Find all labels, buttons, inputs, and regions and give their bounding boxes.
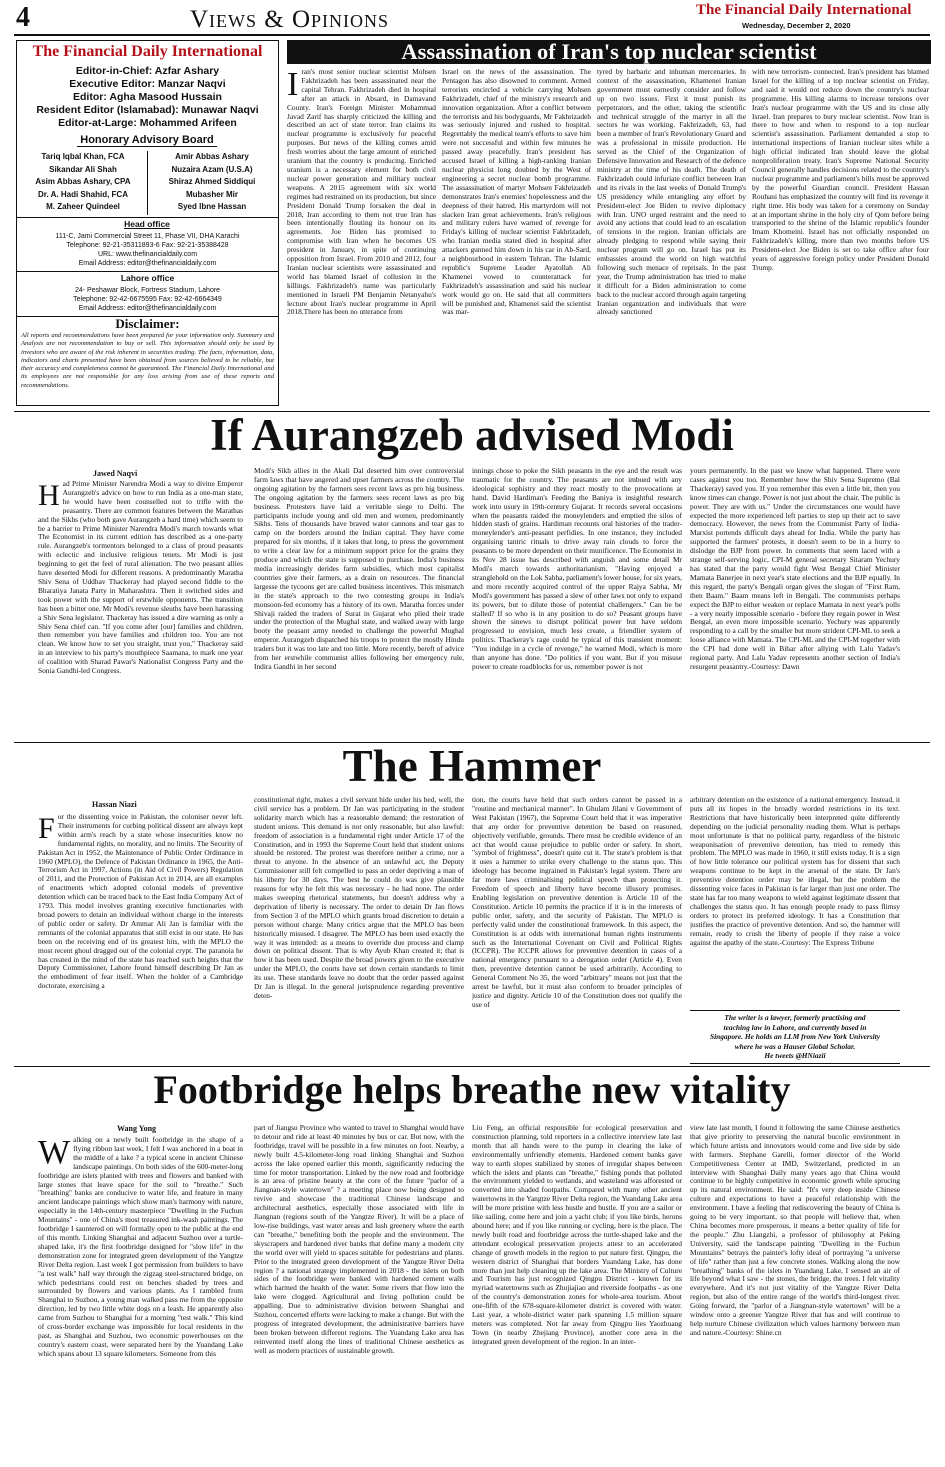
disclaimer-title: Disclaimer: <box>115 316 180 331</box>
article1-column <box>597 68 746 408</box>
lahore-office-address <box>17 286 278 313</box>
address-line: Telephone: 92-42-6675595 Fax: 92-42-6664349 <box>73 296 222 303</box>
advisor-name: Dr. A. Hadi Shahid, FCA <box>38 189 128 199</box>
advisor-name: Nuzaira Azam (U.S.A) <box>171 164 253 174</box>
article1-text: with new terrorism- connected. Iran's president has blamed Israel for the killing of a top nuclear scientist on Friday, and said it would not reduce down the country's nuclear programme. His killing alarms to increase tensions over Iran's nuclear programme with the US and its close ally Israel. Iran prepares to bury nuclear scientist. Now Iran is there to how and when to respond to a top nuclear scientist's assassination. Parliament demanded a stop to international inspections of Iranian nuclear sites while a high official indicated Iran should leave the global nonproliferation treaty. Iran's Supreme National Security Council generally handles decisions related to the country's nuclear programme and parliament's bills must be approved by the powerful Guardian council. President Hassan Rouhani has emphasized the country will find its revenge it right time. His body was taken for a ceremony on Sunday at an important shrine in the holy city of Qom before being transported to the shrine of the Islamic republic's founder Imam Khomeini. Israel has not officially responded on Fakhrizadeh's killing, more than two months before US President-elect Joe Biden is set to take office after four years of aggressive foreign policy under President Donald Trump. <box>752 68 929 272</box>
staff-line: Editor: Agha Masood Hussain <box>73 91 222 103</box>
drop-cap: F <box>38 813 55 845</box>
section-title: Views & Opinions <box>190 6 390 33</box>
article1-text: tyred by barbaric and inhuman mercenaries. In context of the assassination, Khamenei Iranian government must earnestly consider and follow up on two issues. First it must punish its perpetrators, and the other, taking the scientific and technical struggle of the martyr in all the sectors he was working. Fakhrizadeh, 63, had been a member of Iran's Revolutionary Guard and was a professional in missile production. He served as the Chief of the Organization of Defensive Innovation and Research of the defence ministry at the time of his death. The death of Fakhrizadeh could infuriate conflict between Iran and its rivals in the last weeks of Donald Trump's US presidency while entangling any effort by President-elect Joe Biden to revive diplomacy with Iran. UNO urged restraint and the need to avoid any actions that could lead to an escalation of tensions in the region. Iranian officials are already pledging to respond while saying their nuclear program will go on. Israel has put its embassies around the world on high watchful following such menace of reprisals. In the past year, the Trump administration has tried to make it difficult for a Biden administration to come back to the nuclear accord through again targeting Iranian organization and individuals that were already sanctioned <box>597 68 746 317</box>
article2-text: yours permanently. In the past we know what happened. There were cases against you too. Remember how the Shiv Sena Supremo (Bal Thackeray) saved you. If you remember this even a little bit, then you know times can change. Power is not just about the chair. The public is power. They are with us." Under the circumstances one would have expected the more experienced left parties to step up their act to save democracy. However, the news from the Communist Party of India-Marxist portends difficult days ahead for India. While the party has supported the farmers' protests, it doesn't seem to be in a hurry to dislodge the BJP from power. In comments that seem laced with a strange self-serving logic, CPI-M general secretary Sitaram Yechury has stated that the party would fight West Bengal Chief Minister Mamata Banerjee in next year's state elections and the BJP equally. In this regard, the party's Bengali organ gives the slogan of "First Ram, then Baam." Baam means left in Bengali. The communists perhaps expect the BJP to either weaken or replace Mamata in next year's polls - a very nearly impossible scenario - before they regain power in West Bengal, an even more impossible scenario. Yechury was apparently responding to a call by the smaller but more strident CPI-ML to seek a loose alliance with Mamata. The CPI-ML and the CPI-M together with the CPI had done well in Bihar after allying with Lalu Yadav's regional party. And Lalu Yadav represents another section of India's resurgent peasantry.-Courtesy: Dawn <box>690 467 900 671</box>
page-number: 4 <box>16 2 30 33</box>
article3-text: arbitrary detention on the existence of a national emergency. Instead, it puts all its hopes in the broadly worded restrictions in its text. Restrictions that have historically been interpreted quite differently depending on the judicial personality reading them. What is perhaps most unfortunate is that no political party, regardless of the historic weaponisation of preventive detention, has tried to remedy this problem. The MPLO was made in 1960, it still exists today. It is a sign of how little tolerance our political system has for dissent that such weapons continue to be kept in the arsenal of the state. Dr Jan's preventive detention order may be illegal, but the problem the dissenting voice faces in Pakistan is far larger than just one order. The state has far too many weapons to wield against legitimate dissent that challenges the status quo. It has enough people ready to pass flimsy orders to protect its preferred ideology. It has a Constitution that justifies the practice of preventive detention. And so, the hammer will remain, ready to crush the liberty of people if they raise a voice against the apathy of the state.-Courtesy: The Express Tribune <box>690 796 900 947</box>
address-line: 111-C, Jami Commercial Street 11, Phase VII, DHA Karachi <box>55 233 240 240</box>
article3-column <box>38 813 243 1063</box>
bio-line: He tweets @HNiazii <box>764 1051 826 1060</box>
advisor-name: Asim Abbas Ashary, CPA <box>35 177 131 187</box>
header-date: Wednesday, December 2, 2020 <box>742 21 851 30</box>
article1-column <box>442 68 591 408</box>
advisory-title: Honorary Advisory Board <box>77 134 217 147</box>
masthead-staff <box>17 65 278 130</box>
article1-column <box>287 68 436 408</box>
bio-line: teaching law in Lahore, and currently based in <box>723 1022 867 1032</box>
article2-column <box>254 467 464 740</box>
article1-title-bar <box>287 40 931 64</box>
masthead-paper-name: The Financial Daily International <box>32 43 263 60</box>
bio-line: Singapore. He holds an LLM from New York University <box>709 1032 881 1041</box>
advisor-name: Sikandar Ali Shah <box>49 164 117 174</box>
article1-column <box>752 68 929 408</box>
article3-byline: Hassan Niazi <box>92 800 137 809</box>
bio-line: The writer is a lawyer, formerly practising and <box>724 1013 866 1022</box>
article4-column <box>472 1124 682 1462</box>
article4-column <box>254 1124 464 1462</box>
advisory-right <box>148 151 276 214</box>
article3-column <box>472 796 682 1063</box>
article1-title: Assassination of Iran's top nuclear scientist <box>401 39 817 64</box>
article4-text: alking on a newly built footbridge in the shape of a flying ribbon last week, I felt I was anchored in a boat in the middle of a lake ? a typical scene in ancient Chinese landscape paintings. On both sides of the 600-meter-long footbridge are islets planted with trees and flowers and banked with large stones that leave space for the soil to "breathe." Such "breathing" banks are conducive to water life, and feature in many ancient landscape paintings which show man's harmony with nature, especially in the 14th-century masterpiece "Dwelling in the Fuchun Mountains" - one of China's most treasured ink-wash paintings. The footbridge I sauntered on will formally open to the public at the end of this month. Linking Shanghai and adjacent Suzhou over a turtle-shaped lake, it's the first footbridge designed for "slow life" in the demonstration zone for integrated green development of the Yangtze River Delta region. Last week I got permission from builders to have "a test walk" half way through the zigzag steel-structured bridge, on which pedestrians could rest on benches shaded by trees and surrounded by flowers and various plants. As I rambled from Shanghai to Suzhou, a young man walked pass me from the opposite direction, led by two little white dogs on a leash. He apparently also came from Suzhou to Shanghai for a morning "test walk." This kind of cross-border exchange was impossible for local residents in the past, as Shanghai and Suzhou, two economic powerhouses on the country's eastern coast, were separated here by the Yuandang Lake which spans about 13 square kilometers. Someone from this <box>38 1136 243 1358</box>
advisor-name: M. Zaheer Quindeel <box>46 202 120 212</box>
lahore-office-title: Lahore office <box>120 273 175 283</box>
article3-text: tion, the courts have held that such orders cannot be passed in a "routine and mechanical manner". In Ghulam Jilani v Government of West Pakistan (1967), the Supreme Court held that it was imperative that any order for preventive detention be based on reasoned, objectively verifiable, grounds. There must be credible evidence of an act that would cause prejudice to public order or safety. In short, "symbol of frightness", doesn't quite cut it. The state's problem is that it uses a hammer to strike every challenge to the status quo. This ideology has become ingrained in Pakistan's legal system. There are far more laws criminalising political speech than protecting it. Freedom of speech and liberty have become illusory promises. Enabling legislation on preventive detention is Article 10 of the Constitution. Article 10 permits the practice if it is in the interests of public order, safety, and the security of Pakistan. The MPLO is perfectly valid under the constitutional framework. In this aspect, the Constitution is at odds with international human rights instruments such as the International Covenant on Civil and Political Rights (ICCPR). The ICCPR allows for preventive detention in cases of a national emergency pursuant to a derogation order (Article 4). Even then, preventive detention cannot be used arbitrarily. According to General Comment No 35, the word "arbitrary" means not just that the arrest be lawful, but it must also conform to broader principles of justice and dignity. Article 10 of the Constitution does not qualify the use of <box>472 796 682 1009</box>
address-line: URL: www.thefinancialdaily.com <box>97 251 198 258</box>
article4-column <box>38 1136 243 1462</box>
article4-text: part of Jiangsu Province who wanted to travel to Shanghai would have to detour and ride at least 40 minutes by bus or car. But now, with the footbridge, travel will be possible in a few minutes on foot. Nearby, a newly built 4.5-kilometer-long road linking Shanghai and Suzhou across the lake opened earlier this month, significantly reducing the time for motor transportation. Linked by the new road and footbridge is an area of pristine beauty at the core of the future "parlor of a Jiangnan-style watertown" ? a meeting place now being designed to revive and showcase the traditional Chinese landscape and architectural aesthetics, especially those associated with life in Jiangnan (regions south of the Yangtze River). It will be a place of low-rise buildings, vast water areas and lush greenery where the earth can "breathe," benefiting both the people and the environment. The skyscrapers and hardened river banks that define many a modern city the world over will yield to spaces suitable for pedestrians and plants. Prior to the integrated green development of the Yangtze River Delta region ? a national strategy implemented in 2018 - the islets on both sides of the footbridge were banked with hardened cement walls which harmed the health of the water. Some rivers that flow into the lake were clogged. Agricultural and living pollution could be appalling. Due to administrative division between Shanghai and Suzhou, concerted efforts were lacking to make a change. But with the progress of integrated development, the administrative barriers have been broken between different regions. The Yuandang Lake area has reinvented itself along the lines of traditional Chinese aesthetics as well as modern practices of sustainable growth. <box>254 1124 464 1355</box>
article2-column <box>472 467 682 740</box>
article1-text: ran's most senior nuclear scientist Mohsen Fakhrizadeh has been assassinated near the capital Tehran. Fakhrizadeh died in hospital after an attack in Absard, in Damavand County. Iran's Foreign Minister Mohammad Javad Zarif has sharply criticized the killing and described an act of state terror. Iran claims its nuclear programme is exclusively for peaceful purposes. But news of the killing comes amid fresh worries about the large amount of enriched uranium that the country is producing. Enriched uranium is a necessary element for both civil nuclear power generation and military nuclear weapons. A 2015 agreement with six world regimes had restrained on its production, but since President Donald Trump forsaken the deal in 2018, Iran according to them not true Iran has been intentionally flouting its honour on its agreements. Joe Biden has promised to compromise with Iran when he becomes US president in January, in spite of continuing opposition from Israel. From 2010 and 2012, four Iranian nuclear scientists were assassinated and world has blamed Israel of collusion in the killings. Fakhrizadeh's name was particularly mentioned in Israeli PM Benjamin Netanyahu's lecture about Iran's nuclear programme in April 2018.There has been no utterance from <box>287 68 436 317</box>
article4-text: view late last month, I found it following the same Chinese aesthetics that give priority to preserving the natural bucolic environment in which future artists and innovators would come and live side by side with farmers. Stephane Garelli, former director of the World Competitiveness Center at IMD, Switzerland, predicted in an interview with Shanghai Daily many years ago that China would continue to be highly competitive in economic growth while sprucing up its natural environment. He said: "It's very deep inside Chinese culture and expectations to have a peaceful relationship with the environment. I have a feeling that rediscovering the beauty of China is going to be very important, so that people will believe that, when China becomes more prosperous, it means a better quality of life for the people." Zhu Liangzhi, a professor of philosophy at Peking University, said the landscape painting "Dwelling in the Fuchun Mountains" betrays the painter's lofty ideal of portraying "a universe of life" rather than just a few concrete stones. Walking along the now "breathing" banks of the islets in Yuandang Lake, I sensed an air of life beyond what I saw - the stones, the bridge, the trees. I felt vitality everywhere. And it's not just vitality of the Yangtze River Delta region, but also of the entire range of the world's third-longest river. Going forward, the "parlor of a Jiangnan-style watertown" will be a window onto a greener Yangtze River that has and will continue to help nurture Chinese civilization which values harmony between man and nature.-Courtesy: Shine.cn <box>690 1124 900 1337</box>
advisory-rule <box>17 217 278 218</box>
address-line: Telephone: 92-21-35311893-6 Fax: 92-21-35388428 <box>66 242 229 249</box>
staff-line: Editor-at-Large: Mohammed Arifeen <box>58 117 237 129</box>
masthead-box <box>16 40 279 406</box>
article3-text: constitutional right, makes a civil servant hide under his bed, well, the civil service has a problem. Dr Jan was participating in the student solidarity march which has a reasonable demand: the restoration of student unions. This demand is not only reasonable, but also lawful: freedom of association is a fundamental right under Article 17 of the Constitution, and in 1993 the Supreme Court held that student unions should be restored. The protest was therefore neither a crime, nor a threat to anyone. In the absence of an unlawful act, the Deputy Commissioner still felt compelled to pass an order depriving a man of his liberty for 30 days. The best he could do was give plausible reasons for why he felt this was necessary - he had none. The order makes sweeping rhetorical statements, but doesn't address why a deprivation of liberty is necessary. The order to detain Dr Jan flows from Section 3 of the MPLO which grants broad discretion to detain a person without charge. Many critics argue that the MPLO has been historically misused. I disagree. The MPLO has been used exactly the way it was intended: as a means to override due process and clamp down on political dissent. That is why Ayub Khan created it; that is how it has been used. Despite the broad powers given to the executive under the MPLO, the courts have set down certain standards to limit its use. These standards leave no doubt that the order passed against Dr Jan is illegal. In the general jurisprudence regarding preventive deten- <box>254 796 464 1000</box>
article2-byline: Jawed Naqvi <box>93 469 138 478</box>
address-line: 24- Peshawar Block, Fortress Stadium, Lahore <box>74 287 221 294</box>
staff-line: Resident Editor (Islamabad): Munawar Naqvi <box>36 104 259 116</box>
drop-cap: H <box>38 480 60 512</box>
article3-text: or the dissenting voice in Pakistan, the coloniser never left. Their instruments for curbing political dissent are always kept within arm's reach by a state whose insecurities know no fundamental rights, no morality, and no limits. The Security of Pakistan Act in 1952, the Maintenance of Public Order Ordinance in 1960 (MPLO), the Defence of Pakistan Ordinance in 1965, the Anti-Terrorism Act in 1997, Actions (in Aid of Civil Powers) Regulation of 2011, and the Protection of Pakistan Act in 2014, are all examples of enactments which adopted colonial models of preventive detention which can be traced back to the East India Company Act of 1793. This model involves granting executive functionaries with broad powers to detain an individual without charge in the interests of public order or safety. Dr Ammar Ali Jan is familiar with the remnants of the colonial apparatus that still exist in our state. He has been on the receiving end of its greatest hits, with the MPLO the most recent ghoul dragged out of the colonial crypt. The paranoia he has created in the mind of the state has reached such heights that the Deputy Commissioner, Lahore found himself describing Dr Jan as the embodiment of fear itself. When the holder of a Cambridge doctorate, exercising a <box>38 813 243 991</box>
office-rule <box>17 271 278 272</box>
article2-column <box>690 467 900 740</box>
page-header <box>0 0 945 38</box>
staff-line: Executive Editor: Manzar Naqvi <box>69 78 226 90</box>
author-bio-box <box>690 1010 900 1064</box>
drop-cap: W <box>38 1136 71 1171</box>
article3-column <box>254 796 464 1063</box>
staff-line: Editor-in-Chief: Azfar Ashary <box>75 65 220 77</box>
address-line: Email Address: editor@thefinancialdaily.com <box>78 260 217 267</box>
article3-title: The Hammer <box>342 741 602 791</box>
article4-column <box>690 1124 900 1462</box>
article2-title: If Aurangzeb advised Modi <box>210 410 734 460</box>
article4-text: Liu Feng, an official responsible for ecological preservation and construction planning, told reporters in a collective interview late last month that all hands were to the pump in clearing the lake of environmentally unfriendly elements. Hardened cement banks gave way to earth slopes stabilized by stones of irregular shapes between which the islets and plants can "breathe," fishing ponds that polluted the environment yielded to wetlands, and wasteland was afforested or converted into shaded footpaths. Compared with many other ancient watertowns in the Yangtze River Delta region, the Yuandang Lake area will be more pristine with less hustle and bustle. If you are a sailor or like sailing, come here and join a yacht club; if you like birds, herons abound here; and if you like running or cycling, here is the place. The newly built road and footbridge across the turtle-shaped lake and the attendant ecological preservation projects attest to an accelerated change of growth models in the region to put nature first. Qingpu, the western district of Shanghai that borders Yuandang Lake, has done more than just help cleaning up the lake area. The Ministry of Culture and Tourism has just recognized Qingpu District - known for its myriad watertowns such as Zhujiajiao and riverside footpaths - as one of the country's demonstration zones for whole-area tourism. About one-fifth of the 678-square-kilometer district is covered with water. Last year, a whole-district water park spanning 1.5 million square meters was completed. Not far away from Qingpu lies Yaozhuang Town (in nearby Zhejiang Province), another core area in the integrated green development of the region. In an inter- <box>472 1124 682 1346</box>
header-rule <box>14 34 930 36</box>
article2-text: ad Prime Minister Narendra Modi a way to divine Emperor Aurangzeb's advice on how to run India as a one-man state, he would have been counselled not to trifle with the peasantry. There are common features between the Marathas and the Sikhs (who both gave Aurangzeb a hard time) which seem to be a barrier to Prime Minister Narendra Modi's march towards what The Economist in its current edition has described as a one-party rule. Aurangzeb's tormentors belonged to a class of proud peasants with eclectic and inclusive religious tenets. Mr Modi is just beginning to get the feel of rural alienation. The two peasant allies have deserted Modi for different reasons. A predominantly Maratha Shiv Sena of Uddhav Thackeray had played second fiddle to the Bharatiya Janata Party in Maharashtra. Then it switched sides and took power with the support of erstwhile opponents. The transition has been a bitter one. Mr Modi's revenue sleuths have been harassing a Shiv Sena legislator. Thackeray has issued a dire warning as only a Shiv Sena chief can. "If you come after [our] families and children, then remember you have families and children too. You are not clean. We know how to set you straight, trust you," Thackeray said in an interview to his party's mouthpiece Saamana, to mark one year of coalition with Sharad Pawar's Nationalist Congress Party and the Sonia Gandhi-led Congress. <box>38 480 243 676</box>
bio-line: where he was a Hauser Global Scholar. <box>734 1041 856 1051</box>
address-line: Email Address: editor@thefinancialdaily.com <box>78 305 217 312</box>
advisor-name: Tariq Iqbal Khan, FCA <box>41 152 125 161</box>
article4-byline: Wang Yong <box>117 1124 157 1133</box>
drop-cap: I <box>287 68 299 103</box>
article2-text: Modi's Sikh allies in the Akali Dal deserted him over controversial farm laws that have angered and upset farmers across the country. The ongoing agitation by the farmers sees recent laws as pro big business. The ongoing agitation by the farmers sees recent laws as pro big business. Protesters have laid a veritable siege to Delhi. The participants include young and old men and women, predominantly Sikhs. Tens of thousands have braved water cannons and tear gas to camp on the borders around the Indian capital. They have come prepared for six months, if it takes that long, to press the government to write a clear law for a minimum support price for the grains they produce and which the state is supposed to purchase. India's business media increasingly derides farm subsidies, which most capitalist countries give their farmers, as a drain on resources. The financial largesse the tycoons get are called business incentives. This mismatch in the state's approach to the two contesting groups in India's monsoon-fed economy has a history of its own. Maratha forces under Shivaji raided the traders of Surat in Gujarat who plied their trade under the protection of the Mughal state, and walked away with large booty the peasant army needed to challenge the powerful Mughal emperor. Aurangzeb dispatched his troops to protect the mostly Hindu traders but it was too late and too little. More recently, bereft of advice from her erstwhile communist allies following her emergency rule, Indira Gandhi in her second <box>254 467 464 671</box>
advisor-name: Shiraz Ahmed Siddiqui <box>168 177 256 187</box>
article2-column <box>38 480 243 740</box>
advisory-divider <box>147 151 148 215</box>
advisor-name: Syed Ibne Hassan <box>177 202 247 212</box>
disclaimer-text: All reports and recommendations have been prepared for your information only. Summary and Analysis are not recommendation to buy or sell. This information should only be used by investors who are aware of the risk inherent in securities trading. The facts, information, data, indicators and charts presented have been obtained from sources believed to be reliable, but their accuracy and completeness cannot be guaranteed. The Financial Daily International and its employees are not responsible for any loss arising from use of these reports and recommendations. <box>21 332 274 389</box>
article3-column <box>690 796 900 996</box>
article2-text: innings chose to poke the Sikh peasants in the eye and the result was traumatic for the country. The peasants are not imbued with any ideological sophistry and they react mostly to the provocations at hand. David Hardiman's Feeding the Baniya is insightful research work into usury in 19th-century Gujarat. It records several occasions when the peasants raided the moneylenders and emptied the silos of hidden stash of grains. Hardiman recounts oral histories of the trader-moneylender's anti-peasant perfidies. In one instance, they included organising tantric rituals to drive away rain clouds to force the peasants to be more dependent on their munificence. The Economist in its Nov 28 issue has described with anguish and some detail Mr Modi's march towards authoritarianism. "Having enjoyed a stranglehold on the Lok Sabha, parliament's lower house, for six years, and more recently acquired control of the upper Rajya Sabha, Mr Modi's government has passed a slew of other laws not only to expand its powers, but to dilute those of potential challengers." Can he be stalled? If so who is in any position to do so? Peasant groups have shown the sinews to disrupt political power but have seldom progressed to envision, much less create, a friendlier system of politics. Thackeray's rage could be typical of this transient moment: "You indulge in a cycle of revenge," he warned Modi, which is more than anyone has done. "Do politics if you want. But if you misuse power to create roadblocks for us, remember power is not <box>472 467 682 671</box>
article1-text: Israel on the news of the assassination. The Pentagon has also disowned to comment. Armed terrorists encircled a vehicle carrying Mohsen Fakhrizadeh, chief of the ministry's research and innovation organization. After a conflict between the terrorists and his bodyguards, Mr Fakhrizadeh was seriously injured and rushed to hospital. Regrettably the medical team's efforts to save him were not successful and within few minutes he passed away peacefully. Iran's president has accused Israel of killing a high-ranking Iranian nuclear physicist long doubted by the West of engineering a secret nuclear bomb programme. The assassination of martyr Mohsen Fakhrizadeh demonstrates Iran's enemies' hopelessness and the deepness of their hatred. His martyrdom will not slacken Iran great achievements. Iran's religious and military rulers have warned of revenge for Friday's killing of nuclear scientist Fakhrizadeh, who Iranian media stated died in hospital after attackers gunned him down in his car in Ab-Sard, a neighbourhood in eastern Tehran. The Islamic republic's Supreme Leader Ayatollah Ali Khamenei vowed to counterattack for Fakhrizadeh's assassination and said his nuclear work would go on. He said that all committers will be punished and, Khamenei said the scientist was mar- <box>442 68 591 317</box>
head-office-title: Head office <box>124 219 170 229</box>
advisor-name: Amir Abbas Ashary <box>175 152 249 161</box>
article4-title: Footbridge helps breathe new vitality <box>153 1067 791 1112</box>
advisory-left <box>19 151 147 214</box>
advisor-name: Mubasher Mir <box>185 189 238 199</box>
head-office-address <box>17 232 278 268</box>
header-paper-name: The Financial Daily International <box>696 2 912 18</box>
